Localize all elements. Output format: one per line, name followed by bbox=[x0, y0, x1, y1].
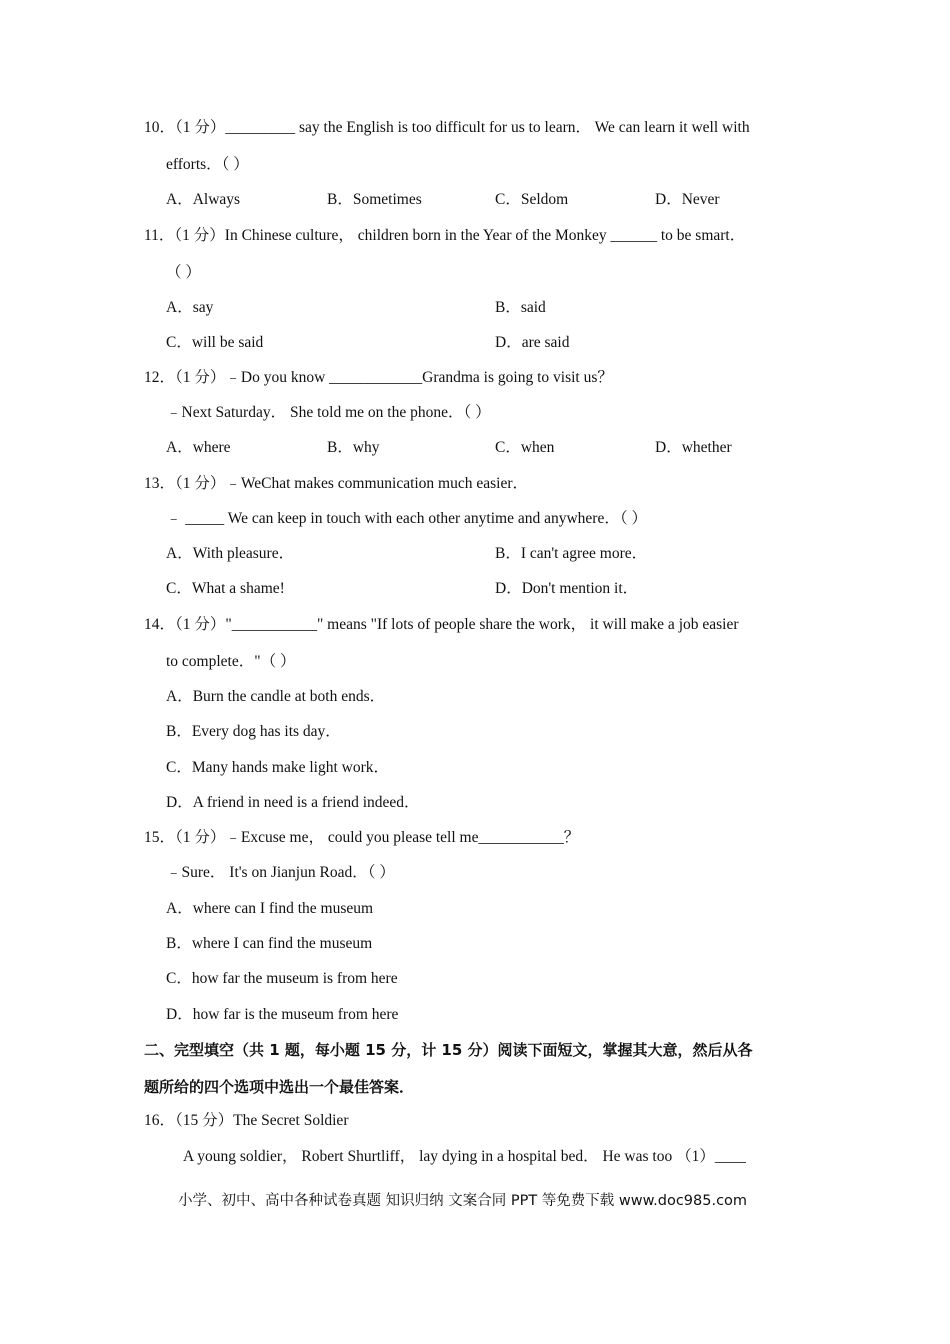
question-13-option-a: A．With pleasure． bbox=[166, 545, 295, 562]
question-15-stem-cont: ﹣Sure． It's on Jianjun Road．（ ） bbox=[166, 864, 395, 881]
question-12-option-b: B．why bbox=[327, 439, 380, 456]
question-16-title: 16．（15 分）The Secret Soldier bbox=[144, 1112, 349, 1129]
question-15-option-d: D．how far is the museum from here bbox=[166, 1006, 399, 1023]
question-13-option-b: B．I can't agree more． bbox=[495, 545, 648, 562]
question-16-passage: A young soldier， Robert Shurtliff， lay dying in a hospital bed． He was too （1）____ bbox=[183, 1148, 746, 1165]
page-footer: 小学、初中、高中各种试卷真题 知识归纳 文案合同 PPT 等免费下载 www.doc985.com bbox=[178, 1193, 748, 1209]
question-13-stem: 13．（1 分）﹣WeChat makes communication much easier． bbox=[144, 475, 529, 492]
question-15-option-a: A．where can I find the museum bbox=[166, 900, 374, 917]
question-11-option-b: B．said bbox=[495, 299, 546, 316]
question-14-option-a: A．Burn the candle at both ends． bbox=[166, 688, 386, 705]
section-2-heading: 二、完型填空（共 1 题，每小题 15 分，计 15 分）阅读下面短文，掌握其大意，然后从各 bbox=[144, 1041, 753, 1059]
question-10-option-b: B．Sometimes bbox=[327, 191, 422, 208]
question-15-stem: 15．（1 分）﹣Excuse me， could you please tell me___________？ bbox=[144, 829, 580, 846]
question-13-option-c: C．What a shame! bbox=[166, 580, 285, 597]
question-12-option-c: C．when bbox=[495, 439, 555, 456]
question-14-option-b: B．Every dog has its day． bbox=[166, 723, 341, 740]
section-2-heading-cont: 题所给的四个选项中选出一个最佳答案． bbox=[144, 1078, 415, 1096]
question-11-option-c: C．will be said bbox=[166, 334, 264, 351]
question-14-stem: 14．（1 分）"___________" means "If lots of people share the work， it will make a job easier bbox=[144, 616, 739, 633]
question-12-stem: 12．（1 分）﹣Do you know ____________Grandma is going to visit us？ bbox=[144, 369, 613, 386]
question-14-option-c: C．Many hands make light work． bbox=[166, 759, 390, 776]
question-12-option-d: D．whether bbox=[655, 439, 732, 456]
question-10-option-c: C．Seldom bbox=[495, 191, 569, 208]
question-11-option-a: A．say bbox=[166, 299, 214, 316]
question-14-stem-cont: to complete．"（ ） bbox=[166, 653, 296, 670]
question-13-stem-cont: ﹣ _____ We can keep in touch with each other anytime and anywhere．（ ） bbox=[166, 510, 647, 527]
question-10-stem: 10．（1 分）_________ say the English is too difficult for us to learn． We can learn it well with bbox=[144, 119, 750, 136]
question-10-option-a: A．Always bbox=[166, 191, 241, 208]
question-11-stem-cont: （ ） bbox=[166, 264, 201, 281]
question-15-option-b: B．where I can find the museum bbox=[166, 935, 373, 952]
question-12-stem-cont: ﹣Next Saturday． She told me on the phone．（ ） bbox=[166, 404, 491, 421]
question-11-option-d: D．are said bbox=[495, 334, 570, 351]
question-10-option-d: D．Never bbox=[655, 191, 720, 208]
question-11-stem: 11．（1 分）In Chinese culture， children born in the Year of the Monkey ______ to be smart． bbox=[144, 227, 746, 244]
question-14-option-d: D．A friend in need is a friend indeed． bbox=[166, 794, 420, 811]
question-10-stem-cont: efforts．（ ） bbox=[166, 156, 249, 173]
question-12-option-a: A．where bbox=[166, 439, 231, 456]
question-13-option-d: D．Don't mention it． bbox=[495, 580, 639, 597]
question-15-option-c: C．how far the museum is from here bbox=[166, 970, 398, 987]
